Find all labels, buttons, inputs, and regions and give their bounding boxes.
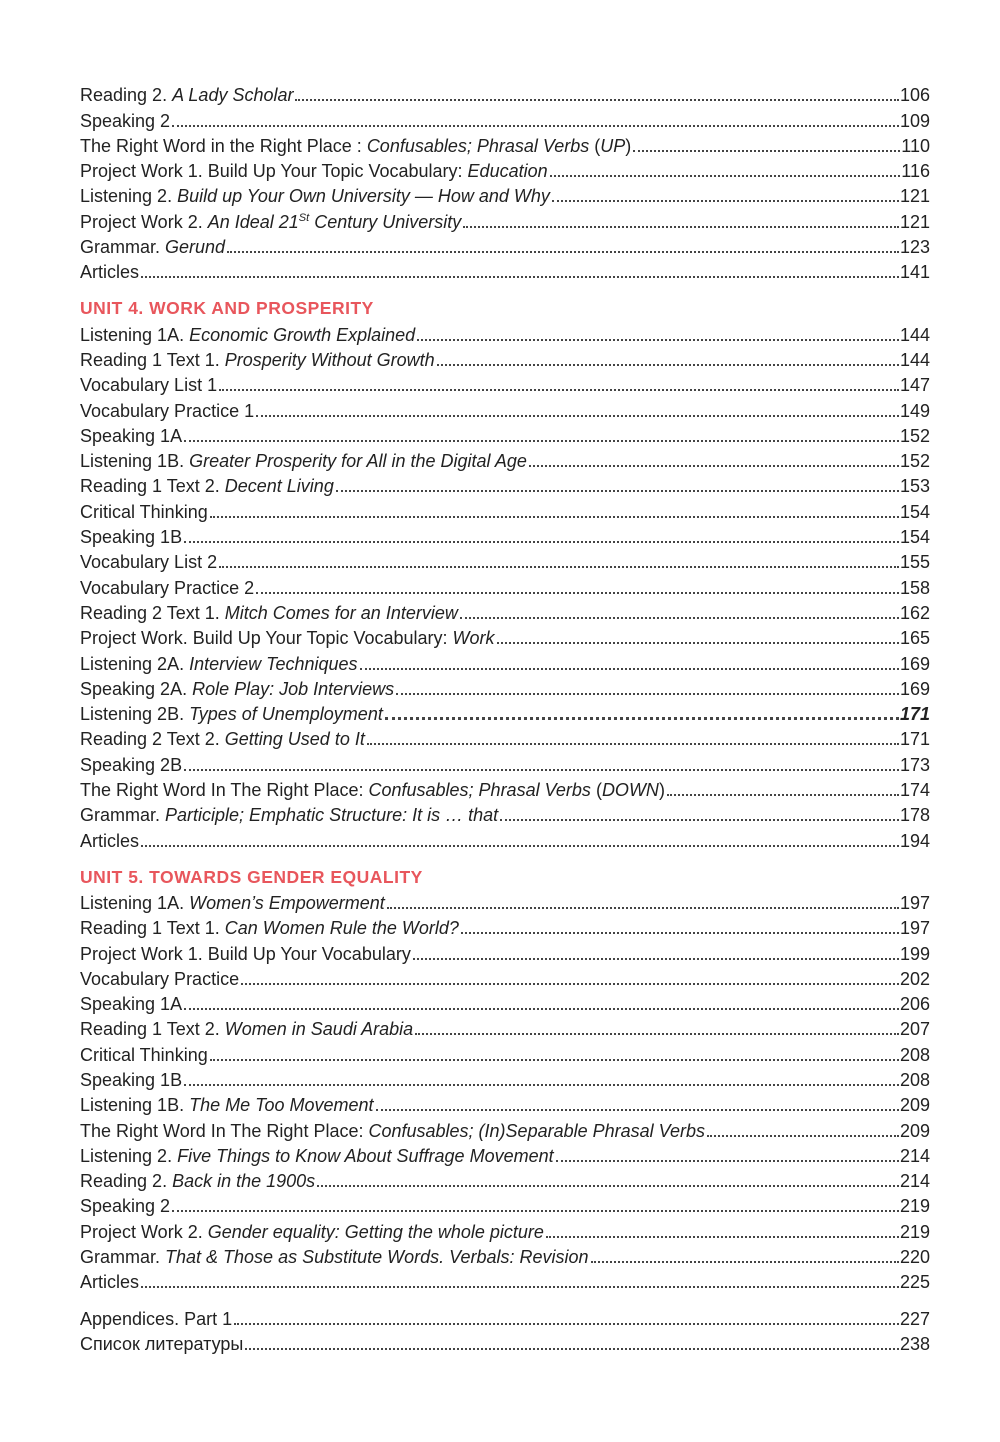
toc-entry-plain: Reading 2. bbox=[80, 1171, 173, 1192]
toc-entry-title bbox=[80, 993, 182, 1015]
toc-entry-title bbox=[80, 1094, 374, 1116]
dot-leader bbox=[461, 932, 899, 934]
toc-entry[interactable] bbox=[80, 132, 930, 157]
toc-entry[interactable] bbox=[80, 675, 930, 700]
toc-entry-italic: Mitch Comes for an Interview bbox=[224, 602, 458, 623]
toc-entry-title bbox=[80, 135, 631, 157]
toc-entry-title bbox=[80, 450, 527, 472]
toc-entry-plain: Speaking 1A bbox=[80, 994, 183, 1015]
page-number: 162 bbox=[899, 602, 930, 623]
page-number: 171 bbox=[899, 729, 930, 750]
dot-leader bbox=[376, 1109, 899, 1111]
dot-leader bbox=[415, 1033, 899, 1035]
toc-entry[interactable] bbox=[80, 106, 930, 131]
toc-entry-plain: Listening 2. bbox=[80, 1145, 178, 1166]
toc-entry-italic2: Century University bbox=[309, 211, 462, 232]
toc-entry[interactable] bbox=[80, 548, 930, 573]
dot-leader bbox=[184, 1008, 899, 1010]
page-number: 206 bbox=[899, 994, 930, 1015]
toc-entry-title bbox=[80, 400, 254, 422]
toc-entry-plain: Reading 2 Text 1. bbox=[80, 602, 225, 623]
toc-entry-title bbox=[80, 349, 435, 371]
toc-entry[interactable] bbox=[80, 1015, 930, 1040]
toc-entry-plain: Speaking 1A bbox=[80, 425, 183, 446]
dot-leader bbox=[295, 99, 898, 101]
dot-leader bbox=[367, 743, 899, 745]
toc-entry[interactable] bbox=[80, 1142, 930, 1167]
toc-entry-italic: Can Women Rule the World? bbox=[224, 918, 459, 939]
dot-leader bbox=[500, 819, 899, 821]
toc-entry[interactable] bbox=[80, 396, 930, 421]
toc-entry-plain: Vocabulary List 1 bbox=[80, 375, 218, 396]
toc-entry-title bbox=[80, 602, 458, 624]
page-number: 141 bbox=[899, 262, 930, 283]
toc-entry-plain: Listening 2. bbox=[80, 186, 178, 207]
toc-entry[interactable] bbox=[80, 182, 930, 207]
toc-entry-plain: The Right Word In The Right Place: bbox=[80, 1120, 369, 1141]
toc-entry[interactable] bbox=[80, 1040, 930, 1065]
toc-entry-plain: Critical Thinking bbox=[80, 1044, 208, 1065]
toc-entry-plain: Articles bbox=[80, 1272, 140, 1293]
toc-entry[interactable] bbox=[80, 497, 930, 522]
dot-leader bbox=[385, 717, 899, 720]
toc-entry-plain: Vocabulary Practice bbox=[80, 968, 240, 989]
dot-leader bbox=[556, 1160, 899, 1162]
toc-entry-title bbox=[80, 185, 550, 207]
toc-entry-italic: Build up Your Own University — How and Why bbox=[177, 186, 550, 207]
toc-entry-plain: Grammar. bbox=[80, 805, 166, 826]
page-number: 144 bbox=[899, 349, 930, 370]
toc-entry-plain: Speaking 2A. bbox=[80, 678, 193, 699]
toc-entry-plain: The Right Word in the Right Place : bbox=[80, 135, 367, 156]
page-number: 197 bbox=[899, 918, 930, 939]
page-number: 147 bbox=[899, 375, 930, 396]
toc-entry[interactable] bbox=[80, 371, 930, 396]
toc-entry[interactable] bbox=[80, 599, 930, 624]
toc-entry[interactable] bbox=[80, 700, 930, 725]
toc-entry-plain: Reading 1 Text 1. bbox=[80, 918, 225, 939]
dot-leader bbox=[707, 1135, 899, 1137]
toc-entry-italic: Participle; Emphatic Structure: It is … that bbox=[165, 805, 499, 826]
toc-entry-plain: Vocabulary List 2 bbox=[80, 552, 218, 573]
toc-entry-italic: Confusables; Phrasal Verbs bbox=[368, 780, 591, 801]
page-number: 110 bbox=[901, 135, 930, 156]
toc-entry-italic: Role Play: Job Interviews bbox=[192, 678, 395, 699]
toc-entry-plain: Vocabulary Practice 2 bbox=[80, 577, 255, 598]
toc-entry-title bbox=[80, 1246, 589, 1268]
toc-entry-title bbox=[80, 236, 225, 258]
dot-leader bbox=[529, 465, 899, 467]
table-of-contents bbox=[80, 81, 930, 1355]
toc-entry-title bbox=[80, 84, 293, 106]
dot-leader bbox=[463, 226, 899, 228]
toc-entry-title bbox=[80, 703, 383, 725]
toc-entry[interactable] bbox=[80, 939, 930, 964]
dot-leader bbox=[633, 150, 900, 152]
toc-entry-title bbox=[80, 1308, 232, 1330]
page-number: 116 bbox=[901, 161, 930, 182]
page-number: 154 bbox=[899, 527, 930, 548]
page-number: 194 bbox=[899, 830, 930, 851]
toc-entry-title bbox=[80, 1333, 243, 1355]
toc-entry-italic: Work bbox=[452, 628, 495, 649]
page-number: 121 bbox=[899, 211, 930, 232]
toc-entry[interactable] bbox=[80, 523, 930, 548]
toc-entry[interactable] bbox=[80, 346, 930, 371]
toc-entry-italic: Education bbox=[467, 161, 548, 182]
page-number: 219 bbox=[899, 1221, 930, 1242]
toc-entry[interactable] bbox=[80, 624, 930, 649]
toc-entry-title bbox=[80, 892, 385, 914]
toc-entry[interactable] bbox=[80, 965, 930, 990]
toc-entry-italic: Five Things to Know About Suffrage Movement bbox=[177, 1145, 554, 1166]
toc-entry-italic: An Ideal 21 bbox=[207, 211, 299, 232]
toc-entry-title bbox=[80, 501, 208, 523]
toc-entry-plain: Speaking 1B bbox=[80, 527, 183, 548]
toc-entry-italic: A Lady Scholar bbox=[172, 85, 294, 106]
dot-leader bbox=[256, 415, 899, 417]
toc-entry-italic: Types of Unemployment bbox=[189, 704, 383, 725]
page-number: 199 bbox=[899, 943, 930, 964]
toc-entry-plain: Grammar. bbox=[80, 1247, 166, 1268]
toc-entry[interactable] bbox=[80, 320, 930, 345]
toc-entry-italic: Decent Living bbox=[224, 476, 334, 497]
page-number: 121 bbox=[899, 186, 930, 207]
toc-entry-title bbox=[80, 1195, 170, 1217]
toc-entry-plain: Listening 2A. bbox=[80, 653, 190, 674]
toc-entry-italic: Prosperity Without Growth bbox=[224, 349, 435, 370]
toc-entry-plain: Project Work. Build Up Your Topic Vocabulary: bbox=[80, 628, 453, 649]
toc-entry[interactable] bbox=[80, 233, 930, 258]
toc-entry-italic: The Me Too Movement bbox=[189, 1095, 374, 1116]
dot-leader bbox=[141, 845, 899, 847]
page-number: 155 bbox=[899, 552, 930, 573]
toc-entry[interactable] bbox=[80, 649, 930, 674]
dot-leader bbox=[141, 276, 899, 278]
toc-entry-title bbox=[80, 110, 170, 132]
toc-entry[interactable] bbox=[80, 258, 930, 283]
toc-entry-title bbox=[80, 1145, 554, 1167]
toc-entry[interactable] bbox=[80, 1116, 930, 1141]
dot-leader bbox=[184, 1084, 899, 1086]
dot-leader bbox=[227, 251, 899, 253]
dot-leader bbox=[546, 1236, 899, 1238]
toc-entry-plain: Grammar. bbox=[80, 237, 166, 258]
dot-leader bbox=[172, 1210, 899, 1212]
toc-entry-plain: Reading 2 Text 2. bbox=[80, 729, 225, 750]
toc-entry[interactable] bbox=[80, 1091, 930, 1116]
page-number: 149 bbox=[899, 400, 930, 421]
toc-entry-plain: Listening 2B. bbox=[80, 704, 190, 725]
page-number: 158 bbox=[899, 577, 930, 598]
toc-entry-title bbox=[80, 943, 411, 965]
page-number: 169 bbox=[899, 678, 930, 699]
toc-entry[interactable] bbox=[80, 1304, 930, 1329]
toc-entry-title bbox=[80, 1120, 705, 1142]
toc-entry-tail2: ) bbox=[625, 135, 632, 156]
toc-entry-title bbox=[80, 551, 217, 573]
dot-leader bbox=[396, 693, 899, 695]
toc-entry-plain: Vocabulary Practice 1 bbox=[80, 400, 255, 421]
dot-leader bbox=[184, 440, 899, 442]
toc-entry-title bbox=[80, 207, 461, 233]
toc-entry[interactable] bbox=[80, 81, 930, 106]
toc-entry-italic: That & Those as Substitute Words. Verbals: Revision bbox=[165, 1247, 589, 1268]
unit-heading: UNIT 5. TOWARDS GENDER EQUALITY bbox=[80, 866, 423, 887]
toc-entry-plain: Reading 1 Text 2. bbox=[80, 476, 225, 497]
toc-entry[interactable] bbox=[80, 990, 930, 1015]
page-number: 173 bbox=[899, 754, 930, 775]
page-number: 227 bbox=[899, 1308, 930, 1329]
dot-leader bbox=[256, 592, 899, 594]
toc-entry[interactable] bbox=[80, 776, 930, 801]
page-number: 225 bbox=[899, 1272, 930, 1293]
toc-entry-plain: Project Work 1. Build Up Your Topic Vocabulary: bbox=[80, 161, 468, 182]
toc-entry-title bbox=[80, 526, 182, 548]
dot-leader bbox=[210, 516, 899, 518]
page-number: 109 bbox=[899, 110, 930, 131]
toc-entry-title bbox=[80, 374, 217, 396]
toc-entry[interactable] bbox=[80, 1243, 930, 1268]
page-number: 197 bbox=[899, 892, 930, 913]
toc-entry-title bbox=[80, 1271, 139, 1293]
toc-entry-title bbox=[80, 425, 182, 447]
toc-entry-italic: Women in Saudi Arabia bbox=[224, 1019, 414, 1040]
page-number: 171 bbox=[899, 704, 930, 725]
toc-entry-plain: Reading 2. bbox=[80, 85, 173, 106]
unit-heading: UNIT 4. WORK AND PROSPERITY bbox=[80, 298, 374, 319]
dot-leader bbox=[336, 490, 899, 492]
toc-entry-title bbox=[80, 653, 358, 675]
toc-entry-title bbox=[80, 1170, 315, 1192]
toc-entry-tail: ( bbox=[589, 135, 601, 156]
dot-leader bbox=[172, 125, 899, 127]
toc-entry-plain: Reading 1 Text 1. bbox=[80, 349, 225, 370]
dot-leader bbox=[460, 617, 899, 619]
toc-entry-plain: Listening 1A. bbox=[80, 324, 190, 345]
toc-entry[interactable] bbox=[80, 826, 930, 851]
page-number: 106 bbox=[899, 85, 930, 106]
page-number: 214 bbox=[899, 1171, 930, 1192]
toc-entry-title bbox=[80, 324, 415, 346]
toc-entry[interactable] bbox=[80, 750, 930, 775]
page-number: 209 bbox=[899, 1120, 930, 1141]
dot-leader bbox=[184, 541, 899, 543]
page-number: 169 bbox=[899, 653, 930, 674]
toc-entry-italic: Back in the 1900s bbox=[172, 1171, 316, 1192]
toc-entry-title bbox=[80, 917, 459, 939]
page-number: 153 bbox=[899, 476, 930, 497]
toc-entry-plain: Project Work 2. bbox=[80, 211, 208, 232]
toc-entry-italic2: UP bbox=[600, 135, 626, 156]
dot-leader bbox=[141, 1286, 899, 1288]
toc-entry-plain: Speaking 2 bbox=[80, 110, 171, 131]
page-number: 219 bbox=[899, 1196, 930, 1217]
toc-entry[interactable] bbox=[80, 1217, 930, 1242]
dot-leader bbox=[210, 1059, 899, 1061]
toc-entry[interactable] bbox=[80, 1268, 930, 1293]
toc-entry-plain: Listening 1A. bbox=[80, 892, 190, 913]
toc-entry-title bbox=[80, 830, 139, 852]
dot-leader bbox=[245, 1348, 899, 1350]
toc-entry-title bbox=[80, 627, 495, 649]
toc-entry-title bbox=[80, 804, 498, 826]
page-number: 214 bbox=[899, 1145, 930, 1166]
toc-entry-plain: Project Work 1. Build Up Your Vocabulary bbox=[80, 943, 411, 964]
toc-entry-italic: Greater Prosperity for All in the Digital Age bbox=[189, 451, 527, 472]
toc-entry-italic: Gender equality: Getting the whole picture bbox=[207, 1221, 544, 1242]
toc-entry-tail: ( bbox=[590, 780, 602, 801]
toc-entry-plain: Speaking 2 bbox=[80, 1196, 171, 1217]
toc-entry[interactable] bbox=[80, 1066, 930, 1091]
toc-entry-italic: Women’s Empowerment bbox=[189, 892, 385, 913]
toc-entry-title bbox=[80, 754, 182, 776]
toc-entry-tail2: ) bbox=[658, 780, 665, 801]
page-number: 152 bbox=[899, 425, 930, 446]
toc-entry[interactable] bbox=[80, 889, 930, 914]
dot-leader bbox=[413, 958, 899, 960]
dot-leader bbox=[241, 983, 899, 985]
toc-entry[interactable] bbox=[80, 207, 930, 232]
dot-leader bbox=[234, 1323, 899, 1325]
dot-leader bbox=[497, 642, 899, 644]
page-number: 208 bbox=[899, 1044, 930, 1065]
toc-entry-italic: Confusables; (In)Separable Phrasal Verbs bbox=[368, 1120, 705, 1141]
dot-leader bbox=[387, 907, 899, 909]
toc-entry[interactable] bbox=[80, 801, 930, 826]
toc-entry[interactable] bbox=[80, 1167, 930, 1192]
toc-entry-title bbox=[80, 475, 334, 497]
toc-entry[interactable] bbox=[80, 725, 930, 750]
page-number: 209 bbox=[899, 1095, 930, 1116]
toc-entry[interactable] bbox=[80, 472, 930, 497]
dot-leader bbox=[219, 566, 899, 568]
toc-entry-plain: Listening 1B. bbox=[80, 1095, 190, 1116]
page-number: 144 bbox=[899, 324, 930, 345]
page-number: 165 bbox=[899, 628, 930, 649]
page-number: 178 bbox=[899, 805, 930, 826]
toc-entry[interactable] bbox=[80, 573, 930, 598]
toc-entry-title bbox=[80, 779, 665, 801]
toc-entry-sup: St bbox=[298, 211, 310, 224]
toc-entry[interactable] bbox=[80, 447, 930, 472]
toc-entry-title bbox=[80, 678, 394, 700]
dot-leader bbox=[317, 1185, 899, 1187]
toc-entry[interactable] bbox=[80, 157, 930, 182]
toc-entry-title bbox=[80, 160, 548, 182]
dot-leader bbox=[550, 175, 901, 177]
page-number: 152 bbox=[899, 451, 930, 472]
page-number: 220 bbox=[899, 1247, 930, 1268]
toc-entry-plain: Список литературы bbox=[80, 1333, 244, 1354]
toc-entry-plain: Articles bbox=[80, 830, 140, 851]
toc-entry-title bbox=[80, 577, 254, 599]
dot-leader bbox=[219, 389, 899, 391]
toc-entry[interactable] bbox=[80, 914, 930, 939]
toc-entry-plain: Speaking 1B bbox=[80, 1069, 183, 1090]
dot-leader bbox=[667, 794, 899, 796]
page-number: 208 bbox=[899, 1069, 930, 1090]
dot-leader bbox=[417, 339, 899, 341]
dot-leader bbox=[184, 769, 899, 771]
toc-entry-title bbox=[80, 261, 139, 283]
toc-entry-plain: Project Work 2. bbox=[80, 1221, 208, 1242]
toc-entry-italic: Interview Techniques bbox=[189, 653, 358, 674]
page-number: 123 bbox=[899, 237, 930, 258]
toc-entry-title bbox=[80, 1018, 413, 1040]
toc-entry-italic: Confusables; Phrasal Verbs bbox=[366, 135, 590, 156]
page-number: 202 bbox=[899, 968, 930, 989]
toc-entry-plain: The Right Word In The Right Place: bbox=[80, 780, 369, 801]
toc-entry-title bbox=[80, 728, 365, 750]
toc-entry-title bbox=[80, 968, 239, 990]
toc-entry[interactable] bbox=[80, 1192, 930, 1217]
dot-leader bbox=[552, 200, 899, 202]
toc-entry-title bbox=[80, 1044, 208, 1066]
dot-leader bbox=[437, 364, 899, 366]
toc-entry-italic: Getting Used to It bbox=[224, 729, 365, 750]
toc-entry-plain: Reading 1 Text 2. bbox=[80, 1019, 225, 1040]
toc-entry-plain: Speaking 2B bbox=[80, 754, 183, 775]
toc-entry[interactable] bbox=[80, 422, 930, 447]
section-spacer bbox=[80, 1293, 930, 1304]
toc-entry-italic: Economic Growth Explained bbox=[189, 324, 416, 345]
page-number: 174 bbox=[899, 780, 930, 801]
page-number: 238 bbox=[899, 1333, 930, 1354]
toc-entry[interactable] bbox=[80, 1330, 930, 1355]
toc-entry-plain: Appendices. Part 1 bbox=[80, 1308, 233, 1329]
toc-entry-italic2: DOWN bbox=[601, 780, 659, 801]
toc-entry-plain: Critical Thinking bbox=[80, 501, 208, 522]
toc-entry-title bbox=[80, 1221, 544, 1243]
toc-entry-title bbox=[80, 1069, 182, 1091]
page-number: 207 bbox=[899, 1019, 930, 1040]
dot-leader bbox=[591, 1261, 899, 1263]
dot-leader bbox=[360, 668, 899, 670]
page-number: 154 bbox=[899, 501, 930, 522]
toc-entry-italic: Gerund bbox=[165, 237, 226, 258]
toc-entry-plain: Listening 1B. bbox=[80, 451, 190, 472]
toc-entry-plain: Articles bbox=[80, 262, 140, 283]
